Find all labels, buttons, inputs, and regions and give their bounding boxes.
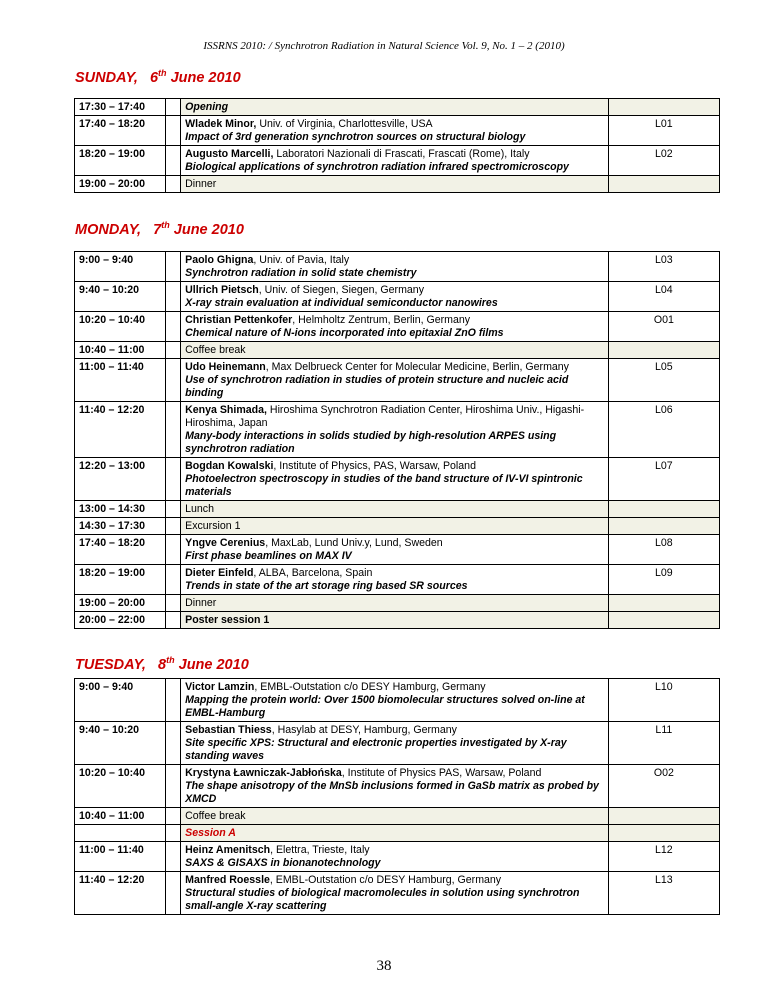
table-row: 11:40 – 12:20 Manfred Roessle, EMBL-Outstation c/o DESY Hamburg, Germany Structural studies of biological macromolecules in solution using synchrotron small-angle X-ray scattering L13 xyxy=(75,872,720,915)
table-row: 10:20 – 10:40 Krystyna Ławniczak-Jabłońska, Institute of Physics PAS, Warsaw, Poland The shape anisotropy of the MnSb inclusions formed in GaSb matrix as probed by XMCD O02 xyxy=(75,765,720,808)
table-row: 20:00 – 22:00 Poster session 1 xyxy=(75,612,720,629)
day-heading-tuesday: TUESDAY, 8th June 2010 xyxy=(75,655,249,673)
schedule-table-monday xyxy=(74,251,720,629)
running-header: ISSRNS 2010: / Synchrotron Radiation in Natural Science Vol. 9, No. 1 – 2 (2010) xyxy=(203,40,565,52)
table-row: 18:20 – 19:00 Dieter Einfeld, ALBA, Barcelona, Spain Trends in state of the art storage ring based SR sources L09 xyxy=(75,565,720,595)
table-row: 13:00 – 14:30 Lunch xyxy=(75,501,720,518)
table-row xyxy=(75,825,720,842)
table-row: 10:40 – 11:00 Coffee break xyxy=(75,808,720,825)
table-row: 10:20 – 10:40 Christian Pettenkofer, Helmholtz Zentrum, Berlin, Germany Chemical nature of N-ions incorporated into epitaxial ZnO films O01 xyxy=(75,312,720,342)
table-row: 11:00 – 11:40 Udo Heinemann, Max Delbrueck Center for Molecular Medicine, Berlin, Germany Use of synchrotron radiation in studies of protein structure and nucleic acid binding L05 xyxy=(75,359,720,402)
day-heading-monday: MONDAY, 7th June 2010 xyxy=(75,220,244,238)
table-row: 9:00 – 9:40 Victor Lamzin, EMBL-Outstation c/o DESY Hamburg, Germany Mapping the protein world: Over 1500 biomolecular structures solved on-line at EMBL-Hamburg L10 xyxy=(75,679,720,722)
table-row: 18:20 – 19:00 Augusto Marcelli, Laboratori Nazionali di Frascati, Frascati (Rome), Italy Biological applications of synchrotron radiation infrared spectromicroscopy L02 xyxy=(75,146,720,176)
page-number: 38 xyxy=(376,958,392,974)
table-row: 19:00 – 20:00 Dinner xyxy=(75,595,720,612)
table-row: 11:40 – 12:20 Kenya Shimada, Hiroshima Synchrotron Radiation Center, Hiroshima Univ., Higashi-Hiroshima, Japan Many-body interactions in solids studied by high-resolution ARPES using synchrotron radiation L06 xyxy=(75,402,720,458)
table-row: 19:00 – 20:00 Dinner xyxy=(75,176,720,193)
table-row: 17:40 – 18:20 Yngve Cerenius, MaxLab, Lund Univ.y, Lund, Sweden First phase beamlines on MAX IV L08 xyxy=(75,535,720,565)
table-row: 9:00 – 9:40 Paolo Ghigna, Univ. of Pavia, Italy Synchrotron radiation in solid state chemistry L03 xyxy=(75,252,720,282)
day-heading-sunday: SUNDAY, 6th June 2010 xyxy=(75,68,241,86)
table-row: 12:20 – 13:00 Bogdan Kowalski, Institute of Physics, PAS, Warsaw, Poland Photoelectron spectroscopy in studies of the band structure of IV-VI spintronic materials L07 xyxy=(75,458,720,501)
table-row: 9:40 – 10:20 Sebastian Thiess, Hasylab at DESY, Hamburg, Germany Site specific XPS: Structural and electronic properties investigated by X-ray standing waves L11 xyxy=(75,722,720,765)
session-label: Session A xyxy=(185,827,236,839)
schedule-table-sunday xyxy=(74,98,720,193)
table-row: 9:40 – 10:20 Ullrich Pietsch, Univ. of Siegen, Siegen, Germany X-ray strain evaluation at individual semiconductor nanowires L04 xyxy=(75,282,720,312)
table-row: 10:40 – 11:00 Coffee break xyxy=(75,342,720,359)
schedule-table-tuesday xyxy=(74,678,720,915)
table-row: 11:00 – 11:40 Heinz Amenitsch, Elettra, Trieste, Italy SAXS & GISAXS in bionanotechnology L12 xyxy=(75,842,720,872)
table-row: 17:40 – 18:20 Wladek Minor, Univ. of Virginia, Charlottesville, USA Impact of 3rd generation synchrotron sources on structural biology L01 xyxy=(75,116,720,146)
table-row: 17:30 – 17:40 Opening xyxy=(75,99,720,116)
table-row: 14:30 – 17:30 Excursion 1 xyxy=(75,518,720,535)
